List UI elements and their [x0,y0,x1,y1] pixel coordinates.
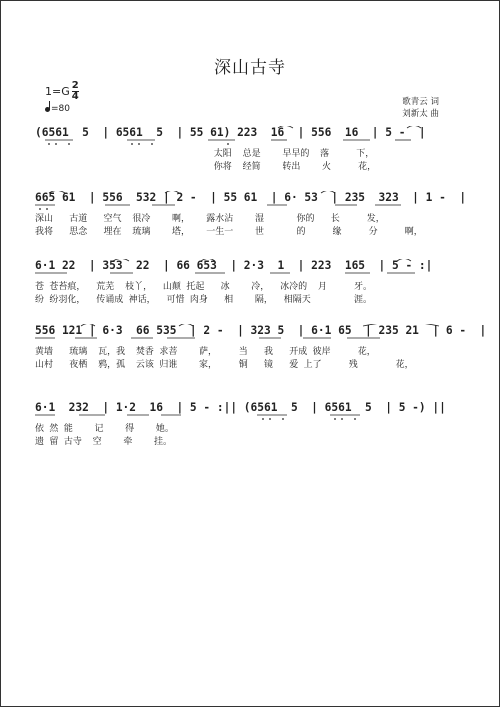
score-system-4 [35,324,487,384]
composer-credit: 刘新太 曲 [402,109,439,119]
score-system-2 [35,191,469,251]
score-system-5 [35,401,469,461]
lyric-verse-1: 深山 古道 空气 很冷 啊， 露水沾 湿 你的 长 发， [35,214,385,224]
notation-line: 6·1 22 | 353 22 | 66 653 | 2·3 1 | 223 165 | 5 - :| [35,259,433,272]
lyricist-credit: 歌青云 词 [402,97,439,107]
credits [402,96,439,120]
lyric-verse-2: 山村 夜栖 鸦，孤 云该 归谁 家， 铜 镜 爱 上了 残 花， [35,360,414,370]
song-title: 深山古寺 [214,58,286,78]
tempo-marking [45,104,70,114]
score-system-1 [35,126,469,186]
lyric-verse-1: 苍 苍苔痕， 荒芜 枝丫， 山颠 托起 冰 冷， 冰冷的 月 牙。 [35,282,373,292]
lyric-verse-1: 黄墙 琉璃 瓦，我 焚香 求菩 萨， 当 我 开成 彼岸 花， [35,347,376,357]
lyric-verse-1: 依 然 能 记 得 她。 [35,424,174,434]
key-signature [45,81,79,102]
tempo-value: =80 [51,104,70,114]
lyric-verse-2: 遗 留 古寺 空 牵 挂。 [35,437,173,447]
lyric-verse-2: 你将 经简 转出 火 花， [35,162,377,172]
key-label: 1=G [45,85,70,98]
time-denominator: 4 [71,91,79,102]
notation-line: 665 61 | 556 532 | 2 - | 55 61 | 6· 53 | 235 323 | 1 - | [35,191,467,204]
time-numerator: 2 [71,80,79,91]
time-signature [72,81,79,102]
notation-line: 6·1 232 | 1·2 16 | 5 - :|| (6561 5 | 6561 5 | 5 -) || [35,401,446,414]
notation-line: 556 121 | 6·3 66 535 | 2 - | 323 5 | 6·1 65 | 235 21 | 6 - | [35,324,487,337]
lyric-verse-2: 纷 纷羽化， 传诵成 神话， 可惜 肉身 相 隔， 相隔天 涯。 [35,295,373,305]
notation-line: (6561 5 | 6561 5 | 55 61) 223 16 | 556 16 | 5 - | [35,126,426,139]
quarter-note-icon [45,107,50,112]
lyric-verse-1: 太阳 总是 早早的 落 下， [35,149,375,159]
lyric-verse-2: 我将 思念 埋在 琉璃 塔， 一生一 世 的 缘 分 啊， [35,227,423,237]
score-system-3 [35,259,469,319]
